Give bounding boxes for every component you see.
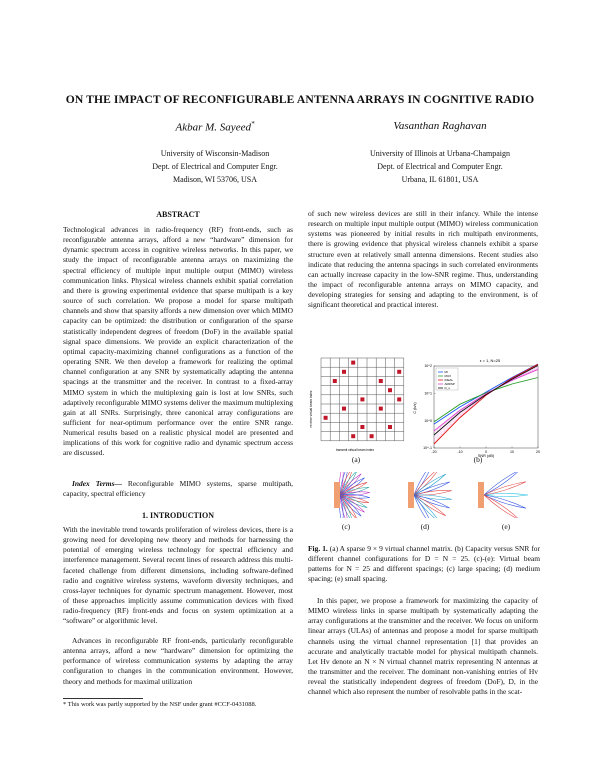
legend-entry: D_s bbox=[444, 386, 450, 390]
footnote-rule bbox=[63, 698, 143, 699]
x-tick-label: 0 bbox=[485, 450, 487, 454]
chart-legend bbox=[436, 368, 458, 390]
subfig-label-a: (a) bbox=[351, 455, 361, 464]
index-terms-text: Reconfigurable MIMO systems, sparse multipath, capacity, spectral efficiency bbox=[63, 479, 293, 499]
chart-xlabel: SNR (dB) bbox=[477, 454, 495, 458]
legend-entry: MUX bbox=[444, 374, 452, 378]
matrix-nonzero-entry bbox=[351, 434, 355, 438]
caption-label: Fig. 1. bbox=[308, 544, 328, 553]
x-tick-label: 20 bbox=[536, 450, 540, 454]
legend-entry: ARRSP bbox=[444, 382, 455, 386]
matrix-nonzero-entry bbox=[342, 407, 346, 411]
matrix-nonzero-entry bbox=[388, 388, 392, 392]
matrix-nonzero-entry bbox=[397, 370, 401, 374]
beam-lobe bbox=[414, 495, 450, 508]
aff-line: Dept. of Electrical and Computer Engr. bbox=[152, 162, 278, 171]
beam-pattern-large-spacing bbox=[310, 472, 382, 518]
subfig-label-b: (b) bbox=[473, 455, 483, 464]
subfig-label-c: (c) bbox=[341, 522, 351, 531]
index-terms-label: Index Terms— bbox=[72, 479, 122, 488]
aff-line: University of Wisconsin-Madison bbox=[160, 149, 270, 158]
matrix-x-label: transmit virtual beam index bbox=[335, 448, 375, 452]
matrix-nonzero-entry bbox=[370, 434, 374, 438]
right-paragraph-next: In this paper, we propose a framework for maximizing the capacity of MIMO wireless links in sparse multipath by systematically adapting the array configurations at the transmitter and the receiver. We focus on uniform linear arrays (ULAs) of antennas and propose a model for sparse multipath channels using the virtual channel representation [1] that provides an accurate and analytically tractable model for physical multipath channels. Let Hv denote an N × N virtual channel matrix representing N antennas at the transmitter and the receiver. The dominant non-vanishing entries of Hv reveal the statistically independent degrees of freedom (DoF), D, in the channel which also represent the number of resolvable paths in the scat- bbox=[308, 596, 538, 697]
aff-line: University of Illinois at Urbana-Champaign bbox=[370, 149, 510, 158]
beams-e bbox=[478, 472, 528, 518]
y-tick-label: 10^-1 bbox=[423, 446, 432, 451]
beam-pattern-small-spacing bbox=[470, 472, 540, 518]
matrix-nonzero-entry bbox=[324, 416, 328, 420]
x-tick-label: -10 bbox=[457, 450, 463, 454]
intro-paragraph-1: With the inevitable trend towards proliferation of wireless devices, there is a growing need for developing new theory and methods for harnessing the potential of emerging wireless technology for spectral efficiency and interference management. Several recent lines of research address this multi-faceted challenge from different dimensions, including software-defined radio and cognitive wireless systems, waveform diversity techniques, and cross-layer techniques for dynamic spectrum management. However, most of these approaches implicitly assume communication devices with fixed radio-frequency (RF) front-ends and focus on system optimization at a “software” or algorithmic level. bbox=[63, 525, 293, 626]
matrix-nonzero-entry bbox=[388, 425, 392, 429]
beams-c bbox=[334, 472, 370, 518]
legend-entry: MI bbox=[444, 370, 448, 374]
beam-lobe bbox=[414, 495, 452, 500]
y-tick-label: 10^2 bbox=[424, 364, 432, 369]
matrix-nonzero-entry bbox=[333, 379, 337, 383]
array-element-block bbox=[334, 482, 340, 508]
beam-lobe bbox=[414, 482, 450, 495]
legend-entry: IDEAL bbox=[444, 378, 454, 382]
subfig-label-e: (e) bbox=[501, 522, 511, 531]
figure-1 bbox=[308, 354, 540, 583]
matrix-nonzero-entry bbox=[360, 425, 364, 429]
matrix-nonzero-entry bbox=[379, 407, 383, 411]
beam-lobe bbox=[484, 472, 520, 495]
abstract-text: Technological advances in radio-frequency (RF) front-ends, such as reconfigurable antenna arrays, afford a new “hardware” dimension for dynamic spectrum access in cognitive wireless networks. In this paper, we study the impact of reconfigurable antenna arrays on maximizing the spectral efficiency of multiple input multiple output (MIMO) wireless communication links. Physical wireless channels exhibit spatial correlation and there is growing experimental evidence that sparse multipath is a key source of such correlation. We propose a model for sparse multipath channels and show that sparsity affords a new dimension over which MIMO capacity can be optimized: the distribution or configuration of the sparse statistically independent degrees of freedom (DoF) in the available spatial signal space dimensions. We provide an explicit characterization of the optimal capacity-maximizing channel configurations as a function of the operating SNR. We then develop a framework for realizing the optimal channel configuration at any SNR by systematically adapting the antenna spacings at the transmitter and the receiver. In contrast to a fixed-array MIMO system in which the multiplexing gain is lost at low SNRs, such adaptively reconfigurable MIMO systems deliver the maximum multiplexing gain at all SNRs. Surprisingly, three canonical array configurations are sufficient for near-optimum performance over the entire SNR range. Numerical results based on a realistic physical model are presented and implications of this work for cognitive radio and dynamic spectrum access are discussed. bbox=[63, 225, 293, 458]
y-tick-label: 10^1 bbox=[424, 391, 432, 396]
x-tick-label: 10 bbox=[510, 450, 514, 454]
beam-lobe bbox=[414, 490, 452, 495]
beams-d bbox=[408, 472, 452, 518]
subfig-label-d: (d) bbox=[420, 522, 430, 531]
index-terms bbox=[63, 479, 293, 499]
beam-lobe bbox=[484, 482, 526, 495]
footnote: * This work was partly supported by the NSF under grant #CCF-0431088. bbox=[63, 701, 257, 708]
y-tick-label: 10^0 bbox=[424, 418, 432, 423]
capacity-chart bbox=[410, 354, 542, 458]
right-paragraph-cont: of such new wireless devices are still in their infancy. While the intense research on multiple input multiple output (MIMO) wireless communication systems was pioneered by initial results in rich multipath environments, there is growing evidence that physical wireless channels exhibit a sparse structure even at relatively small antenna dimensions. Recent studies also indicate that reducing the antenna spacings in such correlated environments can actually increase capacity in the low-SNR regime. Thus, understanding the impact of reconfigurable antenna arrays on MIMO capacity, and developing strategies for sensing and adapting to the environment, is of significant theoretical and practical interest. bbox=[308, 209, 538, 310]
beam-lobe bbox=[484, 495, 520, 518]
matrix-nonzero-entry bbox=[360, 397, 364, 401]
author-2-affiliation bbox=[310, 147, 570, 186]
matrix-dots bbox=[324, 361, 402, 439]
aff-line: Urbana, IL 61801, USA bbox=[401, 175, 479, 184]
beam-pattern-medium-spacing bbox=[392, 472, 458, 518]
author-1-name: Akbar M. Sayeed bbox=[175, 121, 251, 134]
author-1 bbox=[85, 120, 345, 134]
beam-lobe bbox=[484, 495, 526, 508]
author-1-mark: * bbox=[250, 120, 255, 128]
matrix-y-label: receive virtual beam index bbox=[309, 390, 313, 428]
figure-caption bbox=[308, 544, 540, 584]
matrix-nonzero-entry bbox=[379, 379, 383, 383]
chart-ylabel: C (b/s) bbox=[413, 402, 417, 414]
chart-title: ε = 1, N=25 bbox=[479, 358, 501, 363]
intro-paragraph-2: Advances in reconfigurable RF front-ends, particularly reconfigurable antenna arrays, afford a new “hardware” dimension for optimizing the performance of wireless communication systems by adapting the array configuration to changes in the communication environment. However, theory and methods for maximal utilization bbox=[63, 636, 293, 686]
matrix-nonzero-entry bbox=[351, 361, 355, 365]
array-element-block bbox=[478, 482, 484, 508]
aff-line: Dept. of Electrical and Computer Engr. bbox=[377, 162, 503, 171]
virtual-channel-matrix bbox=[308, 354, 420, 452]
matrix-nonzero-entry bbox=[342, 370, 346, 374]
author-2-name: Vasanthan Raghavan bbox=[393, 120, 487, 132]
array-element-block bbox=[408, 482, 414, 508]
caption-text: (a) A sparse 9 × 9 virtual channel matrix. (b) Capacity versus SNR for different channel configurations for D = N = 25. (c)-(e): Virtual beam patterns for N = 25 and different spacings; (c) large spacing; (d) medium spacing; (e) small spacing. bbox=[308, 544, 540, 583]
aff-line: Madison, WI 53706, USA bbox=[172, 175, 258, 184]
x-tick-label: -20 bbox=[431, 450, 437, 454]
intro-heading: 1. INTRODUCTION bbox=[141, 511, 214, 520]
author-1-affiliation bbox=[85, 147, 345, 186]
abstract-heading: ABSTRACT bbox=[156, 210, 200, 219]
paper-title: ON THE IMPACT OF RECONFIGURABLE ANTENNA ARRAYS IN COGNITIVE RADIO bbox=[65, 93, 535, 106]
matrix-nonzero-entry bbox=[397, 397, 401, 401]
